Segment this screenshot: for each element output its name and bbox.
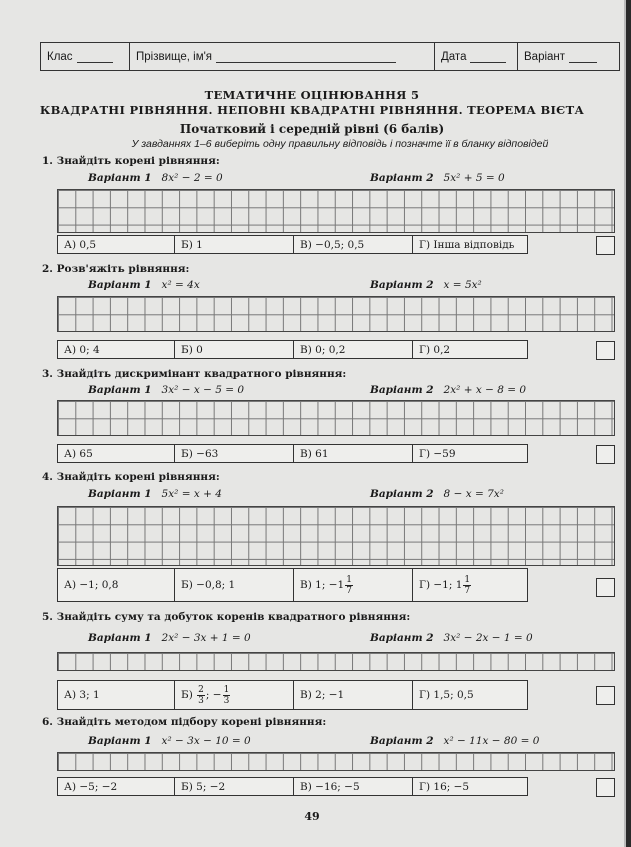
task-4-option-b[interactable]: Б) −0,8; 1 [174, 568, 293, 602]
task-2-option-b[interactable]: Б) 0 [174, 340, 293, 359]
task-1-option-d[interactable]: Г) Інша відповідь [412, 235, 528, 254]
task-6-variant-2: Варіант 2 x² − 11x − 80 = 0 [370, 735, 540, 747]
surname-field[interactable]: Прізвище, ім'я [130, 43, 435, 70]
task-3-option-b[interactable]: Б) −63 [174, 444, 293, 463]
task-5-answer-box[interactable] [596, 686, 615, 705]
task-5-option-b[interactable]: Б) $\frac{2}{3}$ ; − $\frac{1}{3}$ [174, 680, 293, 710]
task-4-variant-2: Варіант 2 8 − x = 7x² [370, 488, 504, 500]
task-5-option-a[interactable]: А) 3; 1 [57, 680, 174, 710]
task-5-option-d[interactable]: Г) 1,5; 0,5 [412, 680, 528, 710]
task-4-work-grid[interactable] [57, 506, 615, 566]
task-6-answers [57, 777, 528, 796]
task-5-variant-1: Варіант 1 2x² − 3x + 1 = 0 [88, 632, 251, 644]
task-3-option-c[interactable]: В) 61 [293, 444, 412, 463]
task-4-question: 4. Знайдіть корені рівняння: [42, 471, 220, 483]
task-5-variant-2: Варіант 2 3x² − 2x − 1 = 0 [370, 632, 533, 644]
task-6-option-d[interactable]: Г) 16; −5 [412, 777, 528, 796]
task-6-variant-1: Варіант 1 x² − 3x − 10 = 0 [88, 735, 251, 747]
task-1-question: 1. Знайдіть корені рівняння: [42, 155, 220, 167]
task-3-variant-2: Варіант 2 2x² + x − 8 = 0 [370, 384, 527, 396]
variant-field[interactable]: Варіант [518, 43, 612, 70]
task-1-answers [57, 235, 528, 254]
task-2-option-a[interactable]: А) 0; 4 [57, 340, 174, 359]
task-6-question: 6. Знайдіть методом підбору корені рівняння: [42, 716, 327, 728]
task-3-answers [57, 444, 528, 463]
task-5-option-c[interactable]: В) 2; −1 [293, 680, 412, 710]
task-1-option-c[interactable]: В) −0,5; 0,5 [293, 235, 412, 254]
task-2-variant-1: Варіант 1 x² = 4x [88, 279, 200, 291]
task-3-answer-box[interactable] [596, 445, 615, 464]
task-2-question: 2. Розв'яжіть рівняння: [42, 263, 190, 275]
task-2-answers [57, 340, 528, 359]
task-2-option-c[interactable]: В) 0; 0,2 [293, 340, 412, 359]
task-4-variant-1: Варіант 1 5x² = x + 4 [88, 488, 222, 500]
task-1-option-b[interactable]: Б) 1 [174, 235, 293, 254]
task-1-variant-1: Варіант 1 8x² − 2 = 0 [88, 172, 223, 184]
task-1-answer-box[interactable] [596, 236, 615, 255]
page-number: 49 [304, 810, 320, 823]
task-4-answer-box[interactable] [596, 578, 615, 597]
task-4-option-d-fraction: $\frac{1}{7}$ [464, 574, 471, 596]
task-4-option-c-fraction: $\frac{1}{7}$ [346, 574, 352, 596]
task-4-option-c[interactable]: В) 1; −1 $\frac{1}{7}$ [293, 568, 412, 602]
class-field[interactable]: Клас [41, 43, 130, 70]
task-6-answer-box[interactable] [596, 778, 615, 797]
task-3-option-d[interactable]: Г) −59 [412, 444, 528, 463]
task-3-work-grid[interactable] [57, 400, 615, 436]
task-5-question: 5. Знайдіть суму та добуток коренів квадратного рівняння: [42, 611, 411, 623]
date-field[interactable]: Дата [435, 43, 518, 70]
task-1-work-grid[interactable] [57, 189, 615, 233]
task-4-option-a[interactable]: А) −1; 0,8 [57, 568, 174, 602]
task-6-option-b[interactable]: Б) 5; −2 [174, 777, 293, 796]
level-heading: Початковий і середній рівні (6 балів) [179, 122, 445, 136]
page-subtitle: КВАДРАТНІ РІВНЯННЯ. НЕПОВНІ КВАДРАТНІ РІВНЯННЯ. ТЕОРЕМА ВІЄТА [39, 103, 585, 117]
student-header [40, 42, 620, 71]
task-5-answers [57, 680, 528, 710]
task-4-answers [57, 568, 528, 602]
task-6-work-grid[interactable] [57, 752, 615, 771]
task-5-work-grid[interactable] [57, 652, 615, 671]
task-1-variant-2: Варіант 2 5x² + 5 = 0 [370, 172, 505, 184]
task-2-variant-2: Варіант 2 x = 5x² [370, 279, 482, 291]
task-3-question: 3. Знайдіть дискримінант квадратного рівняння: [42, 368, 347, 380]
task-3-option-a[interactable]: А) 65 [57, 444, 174, 463]
task-2-work-grid[interactable] [57, 296, 615, 332]
page-title: ТЕМАТИЧНЕ ОЦІНЮВАННЯ 5 [204, 88, 420, 102]
task-1-option-a[interactable]: А) 0,5 [57, 235, 174, 254]
task-6-option-c[interactable]: В) −16; −5 [293, 777, 412, 796]
task-2-answer-box[interactable] [596, 341, 615, 360]
task-4-option-d[interactable]: Г) −1; 1 $\frac{1}{7}$ [412, 568, 528, 602]
instruction-text: У завданнях 1–6 виберіть одну правильну відповідь і позначте її в бланку відповідей [131, 138, 549, 150]
task-6-option-a[interactable]: А) −5; −2 [57, 777, 174, 796]
task-2-option-d[interactable]: Г) 0,2 [412, 340, 528, 359]
task-3-variant-1: Варіант 1 3x² − x − 5 = 0 [88, 384, 245, 396]
